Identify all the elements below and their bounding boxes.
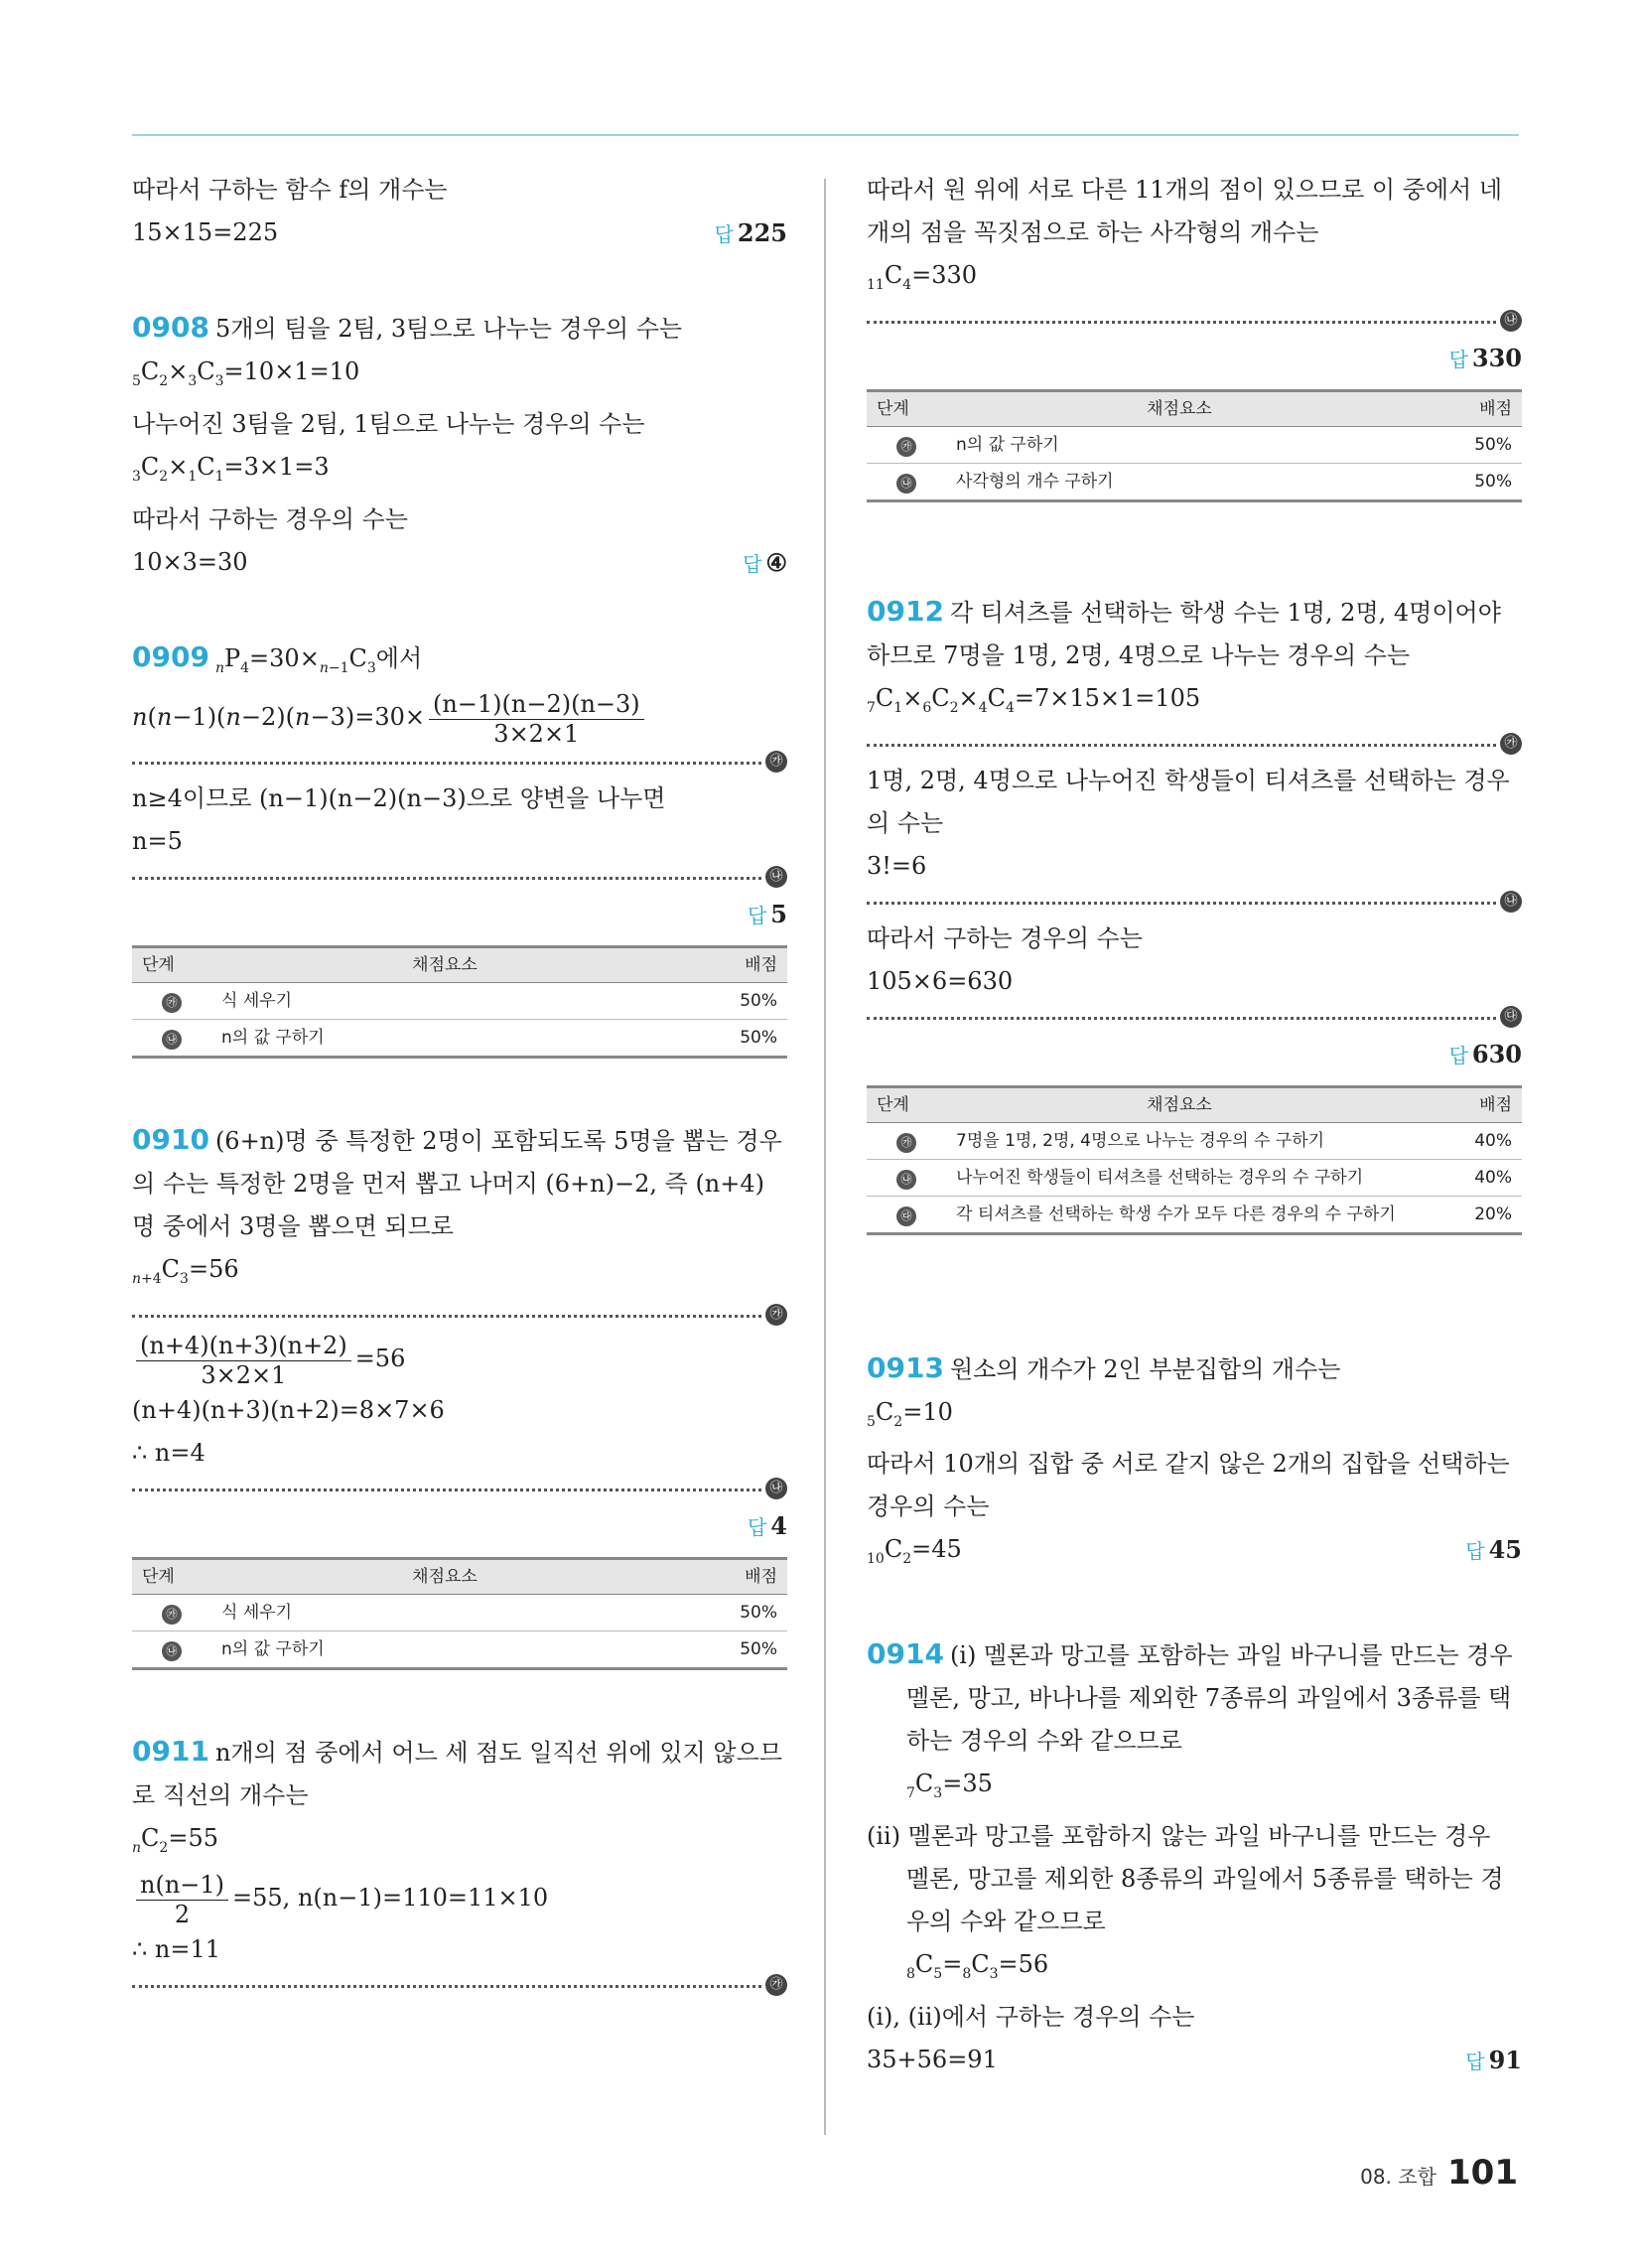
fraction-denominator: 3×2×1 <box>201 1361 287 1390</box>
problem-number: 0910 <box>132 1123 209 1157</box>
table-header-score: 배점 <box>678 1559 787 1595</box>
problem-0914-line6: $_8C_5=_8C_3=56$ <box>906 1949 1049 1982</box>
step-mark: ㉰ <box>1500 1006 1522 1028</box>
problem-0911-line4: ∴ n=11 <box>132 1934 221 1963</box>
problem-number: 0912 <box>867 594 944 628</box>
step-mark: ㉮ <box>765 1304 787 1326</box>
table-cell-score: 50% <box>1413 463 1522 500</box>
right-column <box>867 169 1522 2081</box>
answer-0911 <box>867 337 1522 381</box>
problem-text: n개의 점 중에서 어느 세 점도 일직선 위에 있지 않으므로 직선의 개수는 <box>132 1739 782 1810</box>
left-column <box>132 169 787 2001</box>
table-cell-item: 사각형의 개수 구하기 <box>946 463 1413 500</box>
fraction <box>136 1870 228 1928</box>
step-divider-ga <box>867 730 1522 760</box>
problem-0912-line4: 3!=6 <box>867 851 927 880</box>
step-mark: ㉰ <box>896 1206 916 1226</box>
problem-number: 0913 <box>867 1350 944 1384</box>
problem-number: 0914 <box>867 1637 944 1671</box>
problem-0910-line4: (n+4)(n+3)(n+2)=8×7×6 <box>132 1396 445 1425</box>
problem-0911-line2: $_nC_2=55$ <box>132 1824 218 1856</box>
problem-0914-line8 <box>867 2039 1522 2081</box>
calc-text: 35+56=91 <box>867 2045 998 2073</box>
step-divider-ga <box>132 1971 787 2001</box>
step-mark: ㉯ <box>896 474 916 494</box>
problem-0911-line3 <box>132 1870 787 1928</box>
intro-calc-text: 15×15=225 <box>132 218 279 246</box>
problem-0914-line1 <box>867 1632 1522 1677</box>
problem-0910-line1 <box>132 1118 787 1248</box>
intro-calc: $_{11}C_4=330$ <box>867 261 978 293</box>
problem-0914-line2: 멜론, 망고, 바나나를 제외한 7종류의 과일에서 3종류를 택하는 경우의 수와 같으므로 <box>906 1684 1512 1756</box>
column-divider <box>824 179 826 2135</box>
table-cell-score: 50% <box>678 1020 787 1058</box>
answer-225 <box>715 212 787 256</box>
table-cell-score: 40% <box>1413 1122 1522 1159</box>
step-divider-na <box>867 888 1522 918</box>
table-header-step: 단계 <box>867 1086 946 1122</box>
table-cell-score: 50% <box>678 1595 787 1631</box>
table-row <box>132 1020 787 1058</box>
page-number: 101 <box>1447 2153 1518 2193</box>
problem-0913-line4 <box>867 1528 1522 1581</box>
equation-rest: =55, n(n−1)=110=11×10 <box>232 1883 549 1912</box>
problem-0910-line5: ∴ n=4 <box>132 1439 205 1468</box>
problem-0913-line2: $_5C_2=10$ <box>867 1397 953 1430</box>
table-header-step: 단계 <box>867 390 946 426</box>
answer-label: 답 <box>1448 347 1468 371</box>
problem-0911-line1 <box>132 1730 787 1817</box>
problem-0914-line7: (i), (ii)에서 구하는 경우의 수는 <box>867 2002 1195 2031</box>
problem-number: 0911 <box>132 1735 209 1769</box>
table-cell-item: 7명을 1명, 2명, 4명으로 나누는 경우의 수 구하기 <box>946 1122 1413 1159</box>
step-mark: ㉮ <box>162 1605 182 1625</box>
answer-label: 답 <box>714 222 734 246</box>
step-mark: ㉯ <box>162 1030 182 1050</box>
problem-0910-line3 <box>132 1331 787 1389</box>
top-rule <box>132 134 1519 136</box>
table-header-step: 단계 <box>132 947 211 983</box>
table-row <box>867 1122 1522 1159</box>
answer-value: ④ <box>765 547 787 577</box>
problem-number: 0909 <box>132 639 209 673</box>
step-mark: ㉯ <box>765 1478 787 1499</box>
step-mark: ㉮ <box>1500 733 1522 755</box>
table-cell-score: 50% <box>678 983 787 1020</box>
table-header-score: 배점 <box>678 947 787 983</box>
problem-0909-line4: n=5 <box>132 827 183 856</box>
calc-text: $_{10}C_2=45$ <box>867 1535 962 1568</box>
step-mark: ㉮ <box>896 437 916 457</box>
problem-0912-line1 <box>867 590 1522 677</box>
step-mark: ㉯ <box>1500 891 1522 913</box>
problem-0912-line2: $_7C_1\times_6C_2\times_4C_4=7\times 15\times 1=105$ <box>867 683 1201 716</box>
answer-label: 답 <box>747 904 767 928</box>
intro-calc <box>132 212 787 254</box>
table-row <box>867 1196 1522 1233</box>
equation-rest: =56 <box>354 1345 406 1373</box>
answer-value: 330 <box>1471 343 1522 372</box>
problem-text: (6+n)명 중 특정한 2명이 포함되도록 5명을 뽑는 경우의 수는 특정한 2명을 먼저 뽑고 나머지 (6+n)−2, 즉 (n+4)명 중에서 3명을 뽑으면 되므로 <box>132 1127 782 1241</box>
problem-0914-line5: 멜론, 망고를 제외한 8종류의 과일에서 5종류를 택하는 경우의 수와 같으므로 <box>906 1864 1504 1935</box>
problem-text: 원소의 개수가 2인 부분집합의 개수는 <box>949 1354 1341 1383</box>
step-mark: ㉮ <box>162 993 182 1013</box>
calc-text: 10×3=30 <box>132 547 248 576</box>
answer-label: 답 <box>1465 1539 1485 1564</box>
table-row <box>132 1631 787 1669</box>
intro-line: 따라서 구하는 함수 f의 개수는 <box>132 176 448 204</box>
problem-0910-line2: $_{n+4}C_3=56$ <box>132 1255 239 1288</box>
answer-value: 225 <box>737 218 787 247</box>
answer-label: 답 <box>743 551 762 576</box>
answer-0909 <box>132 893 787 937</box>
problem-number: 0908 <box>132 311 209 344</box>
step-mark: ㉮ <box>765 751 787 773</box>
problem-0908-line1 <box>132 306 787 351</box>
scoring-table-0912 <box>867 1085 1522 1235</box>
answer-value: 630 <box>1471 1039 1522 1068</box>
fraction-numerator: (n−1)(n−2)(n−3) <box>429 689 644 720</box>
answer-value: 91 <box>1488 2045 1522 2074</box>
fraction-numerator: (n+4)(n+3)(n+2) <box>136 1331 351 1361</box>
fraction-denominator: 2 <box>174 1900 191 1928</box>
table-cell-item: n의 값 구하기 <box>946 426 1413 463</box>
problem-0914-line3: $_7C_3=35$ <box>906 1770 993 1801</box>
problem-0908-line4: $_3C_2\times_1C_1=3\times 1=3$ <box>132 452 330 485</box>
table-cell-score: 50% <box>678 1631 787 1669</box>
page-footer <box>1360 2153 1518 2193</box>
scoring-table-0910 <box>132 1557 787 1670</box>
problem-0914-line4: (ii) 멜론과 망고를 포함하지 않는 과일 바구니를 만드는 경우 <box>867 1821 1491 1850</box>
problem-0912-line6: 105×6=630 <box>867 966 1014 995</box>
step-mark: ㉯ <box>896 1170 916 1190</box>
table-cell-item: n의 값 구하기 <box>211 1020 678 1058</box>
problem-0913-line1 <box>867 1347 1522 1391</box>
table-cell-score: 20% <box>1413 1196 1522 1233</box>
fraction <box>429 689 644 748</box>
table-cell-item: n의 값 구하기 <box>211 1631 678 1669</box>
step-divider-na <box>867 307 1522 337</box>
answer-value: 4 <box>770 1511 787 1541</box>
fraction <box>136 1331 351 1389</box>
step-mark: ㉯ <box>765 866 787 888</box>
table-header-score: 배점 <box>1413 390 1522 426</box>
problem-0913-line3: 따라서 10개의 집합 중 서로 같지 않은 2개의 집합을 선택하는 경우의 수는 <box>867 1450 1510 1521</box>
step-divider-da <box>867 1003 1522 1033</box>
table-row <box>867 463 1522 500</box>
scoring-table-0909 <box>132 945 787 1059</box>
step-mark: ㉮ <box>765 1974 787 1996</box>
answer-label: 답 <box>1465 2049 1485 2073</box>
step-divider-na <box>132 863 787 893</box>
intro-text: 따라서 원 위에 서로 다른 11개의 점이 있으므로 이 중에서 네 개의 점을 꼭짓점으로 하는 사각형의 개수는 <box>867 176 1503 246</box>
table-row <box>132 983 787 1020</box>
table-cell-score: 40% <box>1413 1159 1522 1196</box>
answer-0912 <box>867 1033 1522 1077</box>
answer-0908 <box>743 541 787 586</box>
step-divider-na <box>132 1475 787 1504</box>
table-cell-score: 50% <box>1413 426 1522 463</box>
table-row <box>867 1159 1522 1196</box>
table-header-item: 채점요소 <box>211 1559 678 1595</box>
table-row <box>132 1595 787 1631</box>
problem-0909-line1: 0909 $_nP_4=30\times_{n-1}C_3$에서 <box>132 639 423 676</box>
problem-0909-line3: n≥4이므로 (n−1)(n−2)(n−3)으로 양변을 나누면 <box>132 784 666 813</box>
table-header-step: 단계 <box>132 1559 211 1595</box>
table-cell-item: 식 세우기 <box>211 983 678 1020</box>
problem-text: 각 티셔츠를 선택하는 학생 수는 1명, 2명, 4명이어야 하므로 7명을 1명, 2명, 4명으로 나누는 경우의 수는 <box>867 598 1501 669</box>
problem-0908-line2: $_5C_2\times_3C_3=10\times 1=10$ <box>132 357 360 389</box>
step-mark: ㉯ <box>162 1641 182 1661</box>
table-row <box>867 426 1522 463</box>
table-header-item: 채점요소 <box>946 390 1413 426</box>
problem-0908-line6 <box>132 541 787 584</box>
fraction-numerator: n(n−1) <box>136 1870 228 1901</box>
answer-0913 <box>1465 1528 1522 1573</box>
table-header-item: 채점요소 <box>946 1086 1413 1122</box>
step-divider-ga <box>132 748 787 778</box>
table-header-score: 배점 <box>1413 1086 1522 1122</box>
fraction-denominator: 3×2×1 <box>493 720 580 749</box>
table-cell-item: 각 티셔츠를 선택하는 학생 수가 모두 다른 경우의 수 구하기 <box>946 1196 1413 1233</box>
table-cell-item: 나누어진 학생들이 티셔츠를 선택하는 경우의 수 구하기 <box>946 1159 1413 1196</box>
problem-text: 5개의 팀을 2팀, 3팀으로 나누는 경우의 수는 <box>214 315 683 343</box>
table-header-item: 채점요소 <box>211 947 678 983</box>
answer-value: 45 <box>1488 1535 1522 1565</box>
answer-label: 답 <box>1448 1043 1468 1067</box>
answer-label: 답 <box>747 1515 767 1540</box>
problem-text: (i) 멜론과 망고를 포함하는 과일 바구니를 만드는 경우 <box>949 1641 1513 1670</box>
answer-value: 5 <box>770 900 787 929</box>
step-divider-ga <box>132 1301 787 1331</box>
answer-0914 <box>1465 2039 1522 2083</box>
problem-0908-line3: 나누어진 3팀을 2팀, 1팀으로 나누는 경우의 수는 <box>132 409 645 438</box>
problem-0908-line5: 따라서 구하는 경우의 수는 <box>132 504 408 533</box>
scoring-table-0911 <box>867 389 1522 502</box>
problem-0912-line3: 1명, 2명, 4명으로 나누어진 학생들이 티셔츠를 선택하는 경우의 수는 <box>867 766 1510 837</box>
chapter-label: 08. 조합 <box>1360 2165 1437 2189</box>
table-cell-item: 식 세우기 <box>211 1595 678 1631</box>
step-mark: ㉮ <box>896 1133 916 1153</box>
problem-0909-line2: n(n−1)(n−2)(n−3)=30× $\frac{(n-1)(n-2)(n-3)}{3\times 2\times 1}$ <box>132 689 787 748</box>
step-mark: ㉯ <box>1500 310 1522 332</box>
answer-0910 <box>132 1504 787 1549</box>
problem-0912-line5: 따라서 구하는 경우의 수는 <box>867 923 1143 952</box>
